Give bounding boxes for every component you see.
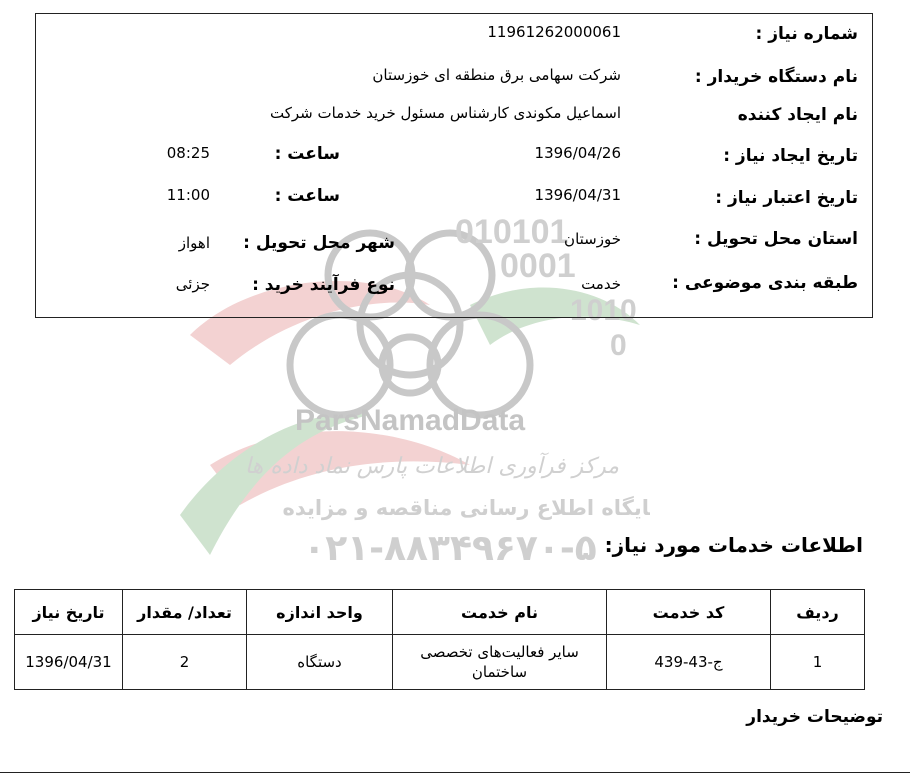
watermark-line1: مرکز فرآوری اطلاعات پارس نماد داده ها	[244, 454, 620, 479]
services-header-row	[15, 590, 865, 635]
delivery-province-value: خوزستان	[564, 230, 621, 248]
buyer-notes-title: توضیحات خریدار	[746, 707, 883, 727]
cell-service-name: سایر فعالیت‌های تخصصی ساختمان	[393, 635, 607, 690]
watermark-digits-2: 0001	[500, 247, 576, 285]
services-section-title: اطلاعات خدمات مورد نیاز:	[604, 533, 863, 557]
cell-unit: دستگاه	[247, 635, 393, 690]
watermark-digits-4: 0	[610, 329, 627, 362]
buyer-org-value: شرکت سهامی برق منطقه ای خوزستان	[372, 66, 621, 84]
validity-date-label: تاریخ اعتبار نیاز :	[715, 188, 858, 208]
creator-value: اسماعیل مکوندی کارشناس مسئول خرید خدمات شرکت	[270, 104, 621, 122]
purchase-process-value: جزئی	[175, 275, 210, 293]
col-header-unit: واحد اندازه	[247, 590, 393, 635]
delivery-province-label: استان محل تحویل :	[694, 229, 858, 249]
purchase-process-label: نوع فرآیند خرید :	[252, 275, 395, 295]
watermark-digits-1: 010101	[455, 215, 569, 251]
watermark-line2: پایگاه اطلاع رسانی مناقصه و مزایده	[282, 496, 650, 520]
watermark-digits-3: 1010	[570, 294, 637, 327]
cell-row-number: 1	[771, 635, 865, 690]
creation-time-value: 08:25	[166, 144, 210, 162]
bottom-divider	[0, 772, 910, 773]
col-header-service-code: کد خدمت	[607, 590, 771, 635]
cell-service-code: ج-43-439	[607, 635, 771, 690]
need-number-label: شماره نیاز :	[755, 24, 858, 44]
table-row	[15, 635, 865, 690]
services-table	[14, 589, 865, 690]
validity-date-value: 1396/04/31	[534, 186, 621, 204]
cell-quantity: 2	[123, 635, 247, 690]
validity-time-value: 11:00	[166, 186, 210, 204]
col-header-row-number: ردیف	[771, 590, 865, 635]
col-header-need-date: تاریخ نیاز	[15, 590, 123, 635]
creator-label: نام ایجاد کننده	[737, 105, 858, 125]
col-header-service-name: نام خدمت	[393, 590, 607, 635]
cell-need-date: 1396/04/31	[15, 635, 123, 690]
watermark-phone: ۰۲۱-۸۸۳۴۹۶۷۰-۵	[303, 528, 597, 569]
creation-time-label: ساعت :	[274, 144, 340, 164]
category-label: طبقه بندی موضوعی :	[672, 273, 858, 293]
col-header-quantity: تعداد/ مقدار	[123, 590, 247, 635]
buyer-org-label: نام دستگاه خریدار :	[694, 67, 858, 87]
watermark-brand: ParsNamadData	[294, 404, 526, 437]
need-number-value: 11961262000061	[487, 23, 621, 41]
creation-date-label: تاریخ ایجاد نیاز :	[723, 146, 858, 166]
delivery-city-value: اهواز	[178, 234, 210, 252]
delivery-city-label: شهر محل تحویل :	[243, 233, 395, 253]
validity-time-label: ساعت :	[274, 186, 340, 206]
creation-date-value: 1396/04/26	[534, 144, 621, 162]
category-value: خدمت	[581, 275, 621, 293]
